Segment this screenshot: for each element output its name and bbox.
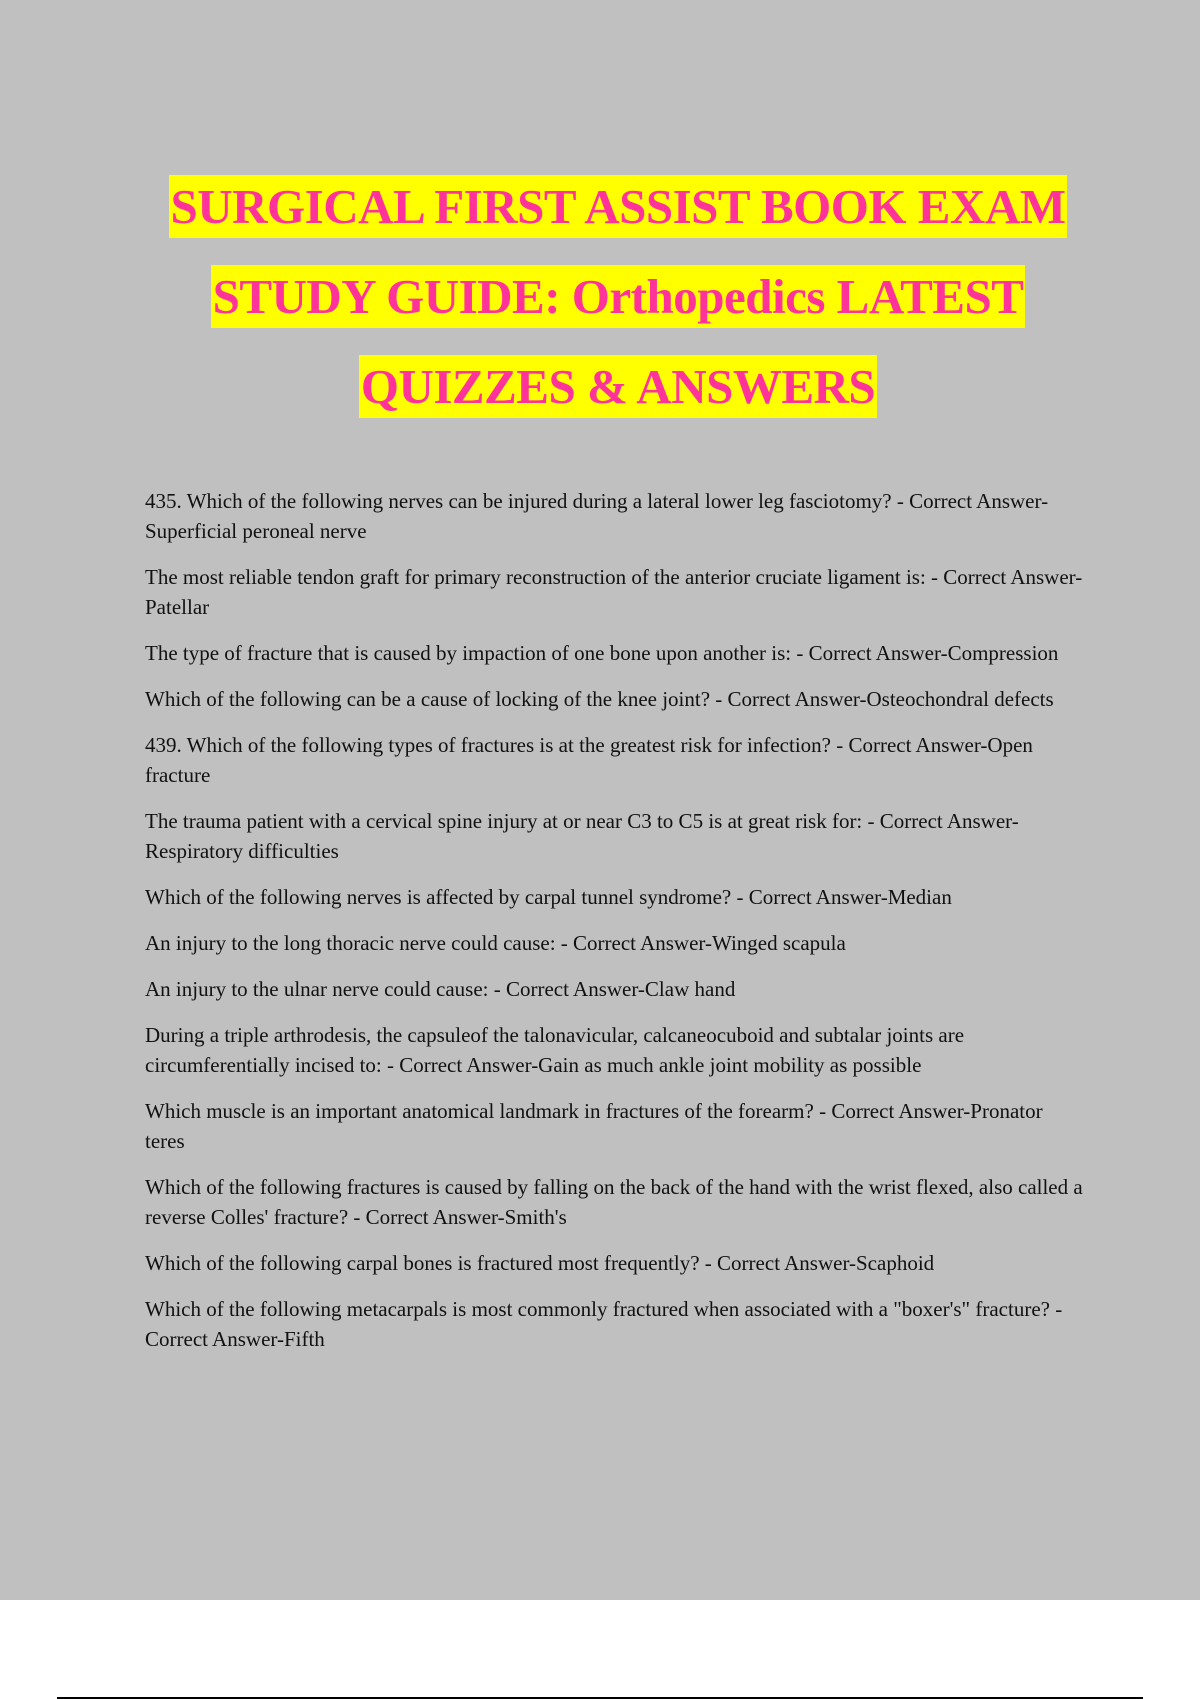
qa-item-14: Which of the following metacarpals is most commonly fractured when associated with a "boxer's" fracture? - Correct Answer-Fifth <box>145 1297 1063 1351</box>
title-line-3 <box>60 342 1176 432</box>
question-answer-list <box>145 486 1085 1370</box>
qa-item-11: Which muscle is an important anatomical landmark in fractures of the forearm? - Correct Answer-Pronator teres <box>145 1099 1043 1153</box>
title-line-2-text: STUDY GUIDE: Orthopedics LATEST <box>211 265 1026 328</box>
qa-item-5: 439. Which of the following types of fractures is at the greatest risk for infection? - Correct Answer-Open fracture <box>145 733 1033 787</box>
title-line-1-text: SURGICAL FIRST ASSIST BOOK EXAM <box>169 175 1068 238</box>
qa-item-7: Which of the following nerves is affected by carpal tunnel syndrome? - Correct Answer-Median <box>145 885 952 909</box>
qa-item-9: An injury to the ulnar nerve could cause: - Correct Answer-Claw hand <box>145 977 736 1001</box>
qa-item-3: The type of fracture that is caused by impaction of one bone upon another is: - Correct Answer-Compression <box>145 641 1059 665</box>
title-line-1 <box>60 162 1176 252</box>
document-title <box>60 162 1176 432</box>
title-line-2 <box>60 252 1176 342</box>
qa-item-8: An injury to the long thoracic nerve could cause: - Correct Answer-Winged scapula <box>145 931 846 955</box>
qa-item-10: During a triple arthrodesis, the capsuleof the talonavicular, calcaneocuboid and subtalar joints are circumferentially incised to: - Correct Answer-Gain as much ankle joint mobility as possible <box>145 1023 965 1077</box>
qa-item-12: Which of the following fractures is caused by falling on the back of the hand with the wrist flexed, also called a reverse Colles' fracture? - Correct Answer-Smith's <box>145 1175 1083 1229</box>
qa-item-2: The most reliable tendon graft for primary reconstruction of the anterior cruciate ligament is: - Correct Answer-Patellar <box>145 565 1083 619</box>
footer-divider <box>57 1697 1143 1699</box>
qa-item-1: 435. Which of the following nerves can be injured during a lateral lower leg fasciotomy? - Correct Answer-Superficial peroneal nerve <box>145 489 1049 543</box>
qa-item-6: The trauma patient with a cervical spine injury at or near C3 to C5 is at great risk for: - Correct Answer-Respiratory difficulties <box>145 809 1019 863</box>
qa-item-4: Which of the following can be a cause of locking of the knee joint? - Correct Answer-Osteochondral defects <box>145 687 1054 711</box>
qa-item-13: Which of the following carpal bones is fractured most frequently? - Correct Answer-Scaphoid <box>145 1251 935 1275</box>
title-line-3-text: QUIZZES & ANSWERS <box>359 355 877 418</box>
